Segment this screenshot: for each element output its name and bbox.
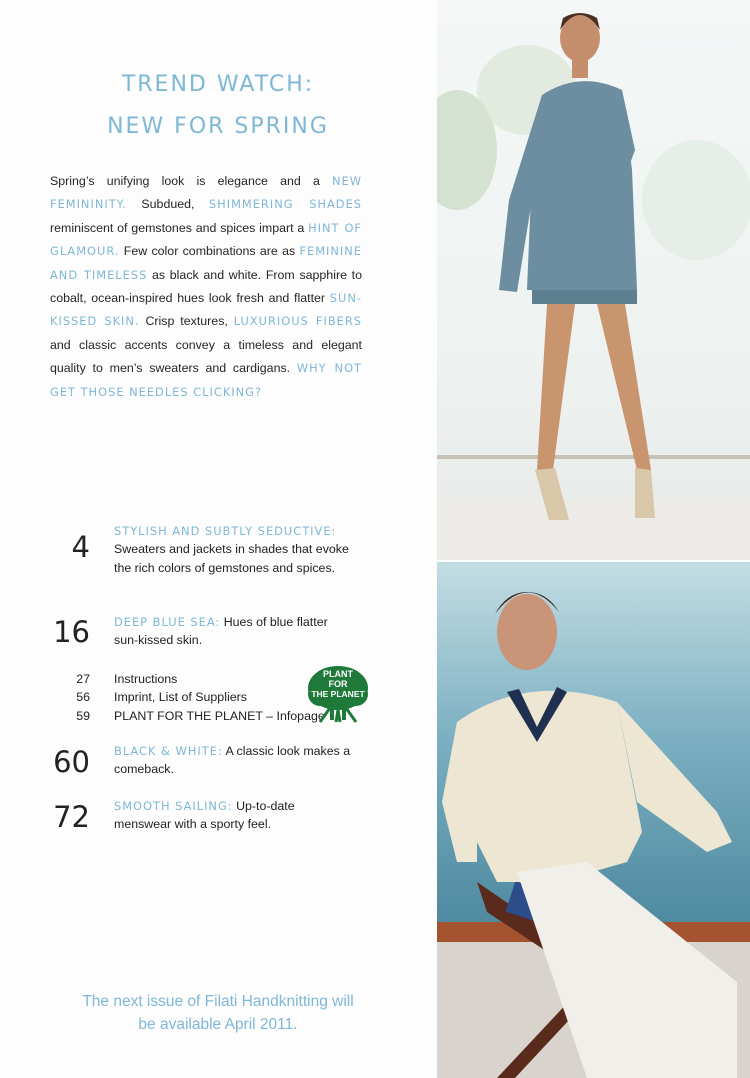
toc-heading: SMOOTH SAILING: — [114, 799, 233, 813]
intro-paragraph — [50, 170, 362, 404]
intro-highlight-4: FEMININE AND TIMELESS — [50, 244, 362, 282]
badge-line-3: THE PLANET — [311, 689, 365, 699]
intro-text-7: and classic accents convey a timeless and elegant quality to men’s sweaters and cardigans. — [50, 337, 362, 376]
intro-highlight-6: LUXURIOUS FIBERS — [233, 314, 362, 329]
photo-woman-knit-dress — [437, 0, 750, 560]
toc-description — [114, 797, 354, 834]
small-toc-label[interactable]: Instructions — [114, 672, 178, 686]
toc-page-number: 4 — [71, 530, 90, 564]
small-toc-page: 59 — [76, 708, 90, 723]
small-toc-label[interactable]: Imprint, List of Suppliers — [114, 690, 247, 705]
toc-text: A classic look makes a comeback. — [114, 744, 351, 777]
intro-text-5: as black and white. From sapphire to cobalt, ocean-inspired hues look fresh and flatter — [50, 267, 362, 306]
page-title-line-2: NEW FOR SPRING — [107, 114, 329, 139]
small-toc-label[interactable]: PLANT FOR THE PLANET – Infopage — [114, 708, 325, 723]
intro-text-4: Few color combinations are as — [119, 244, 300, 259]
page-title-line-1: TREND WATCH: — [121, 72, 315, 97]
intro-text-3: reminiscent of gemstones and spices impart a — [50, 220, 309, 235]
small-toc-page: 56 — [76, 690, 90, 705]
toc-heading: STYLISH AND SUBTLY SEDUCTIVE: — [114, 524, 337, 538]
toc-description — [114, 742, 354, 779]
toc-page-number: 60 — [53, 745, 90, 779]
toc-description — [114, 522, 354, 577]
toc-heading: DEEP BLUE SEA: — [114, 615, 221, 629]
badge-line-2: FOR — [328, 679, 348, 689]
next-issue-note — [30, 990, 406, 1036]
toc-description — [114, 613, 354, 650]
toc-heading: BLACK & WHITE: — [114, 744, 223, 758]
toc-text: Up-to-date menswear with a sporty feel. — [114, 799, 295, 832]
intro-highlight-2: SHIMMERING SHADES — [208, 197, 362, 212]
intro-highlight-1: NEW FEMININITY. — [50, 174, 362, 212]
badge-line-1: PLANT — [323, 669, 353, 679]
intro-text-1: Spring’s unifying look is elegance and a — [50, 174, 333, 188]
next-issue-line-2: be available April 2011. — [138, 1016, 298, 1033]
next-issue-line-1: The next issue of Filati Handknitting will — [82, 993, 354, 1010]
plant-for-the-planet-logo — [306, 664, 370, 724]
intro-highlight-5: SUN-KISSED SKIN. — [50, 291, 362, 329]
intro-text-2: Subdued, — [126, 197, 209, 212]
photo-man-cream-sweater — [437, 562, 750, 1078]
small-toc-pages — [60, 670, 90, 725]
intro-highlight-3: HINT OF GLAMOUR. — [50, 220, 362, 259]
photo-man-image — [437, 562, 750, 1078]
photo-woman-image — [437, 0, 750, 560]
intro-text-6: Crisp textures, — [139, 314, 234, 329]
toc-text: Sweaters and jackets in shades that evoke the rich colors of gemstones and spices. — [114, 542, 349, 575]
toc-page-number: 16 — [53, 615, 90, 649]
intro-highlight-7: WHY NOT GET THOSE NEEDLES CLICKING? — [50, 361, 362, 399]
toc-text: Hues of blue flatter sun-kissed skin. — [114, 615, 328, 648]
small-toc-page: 27 — [76, 672, 90, 686]
toc-page-number: 72 — [53, 800, 90, 834]
